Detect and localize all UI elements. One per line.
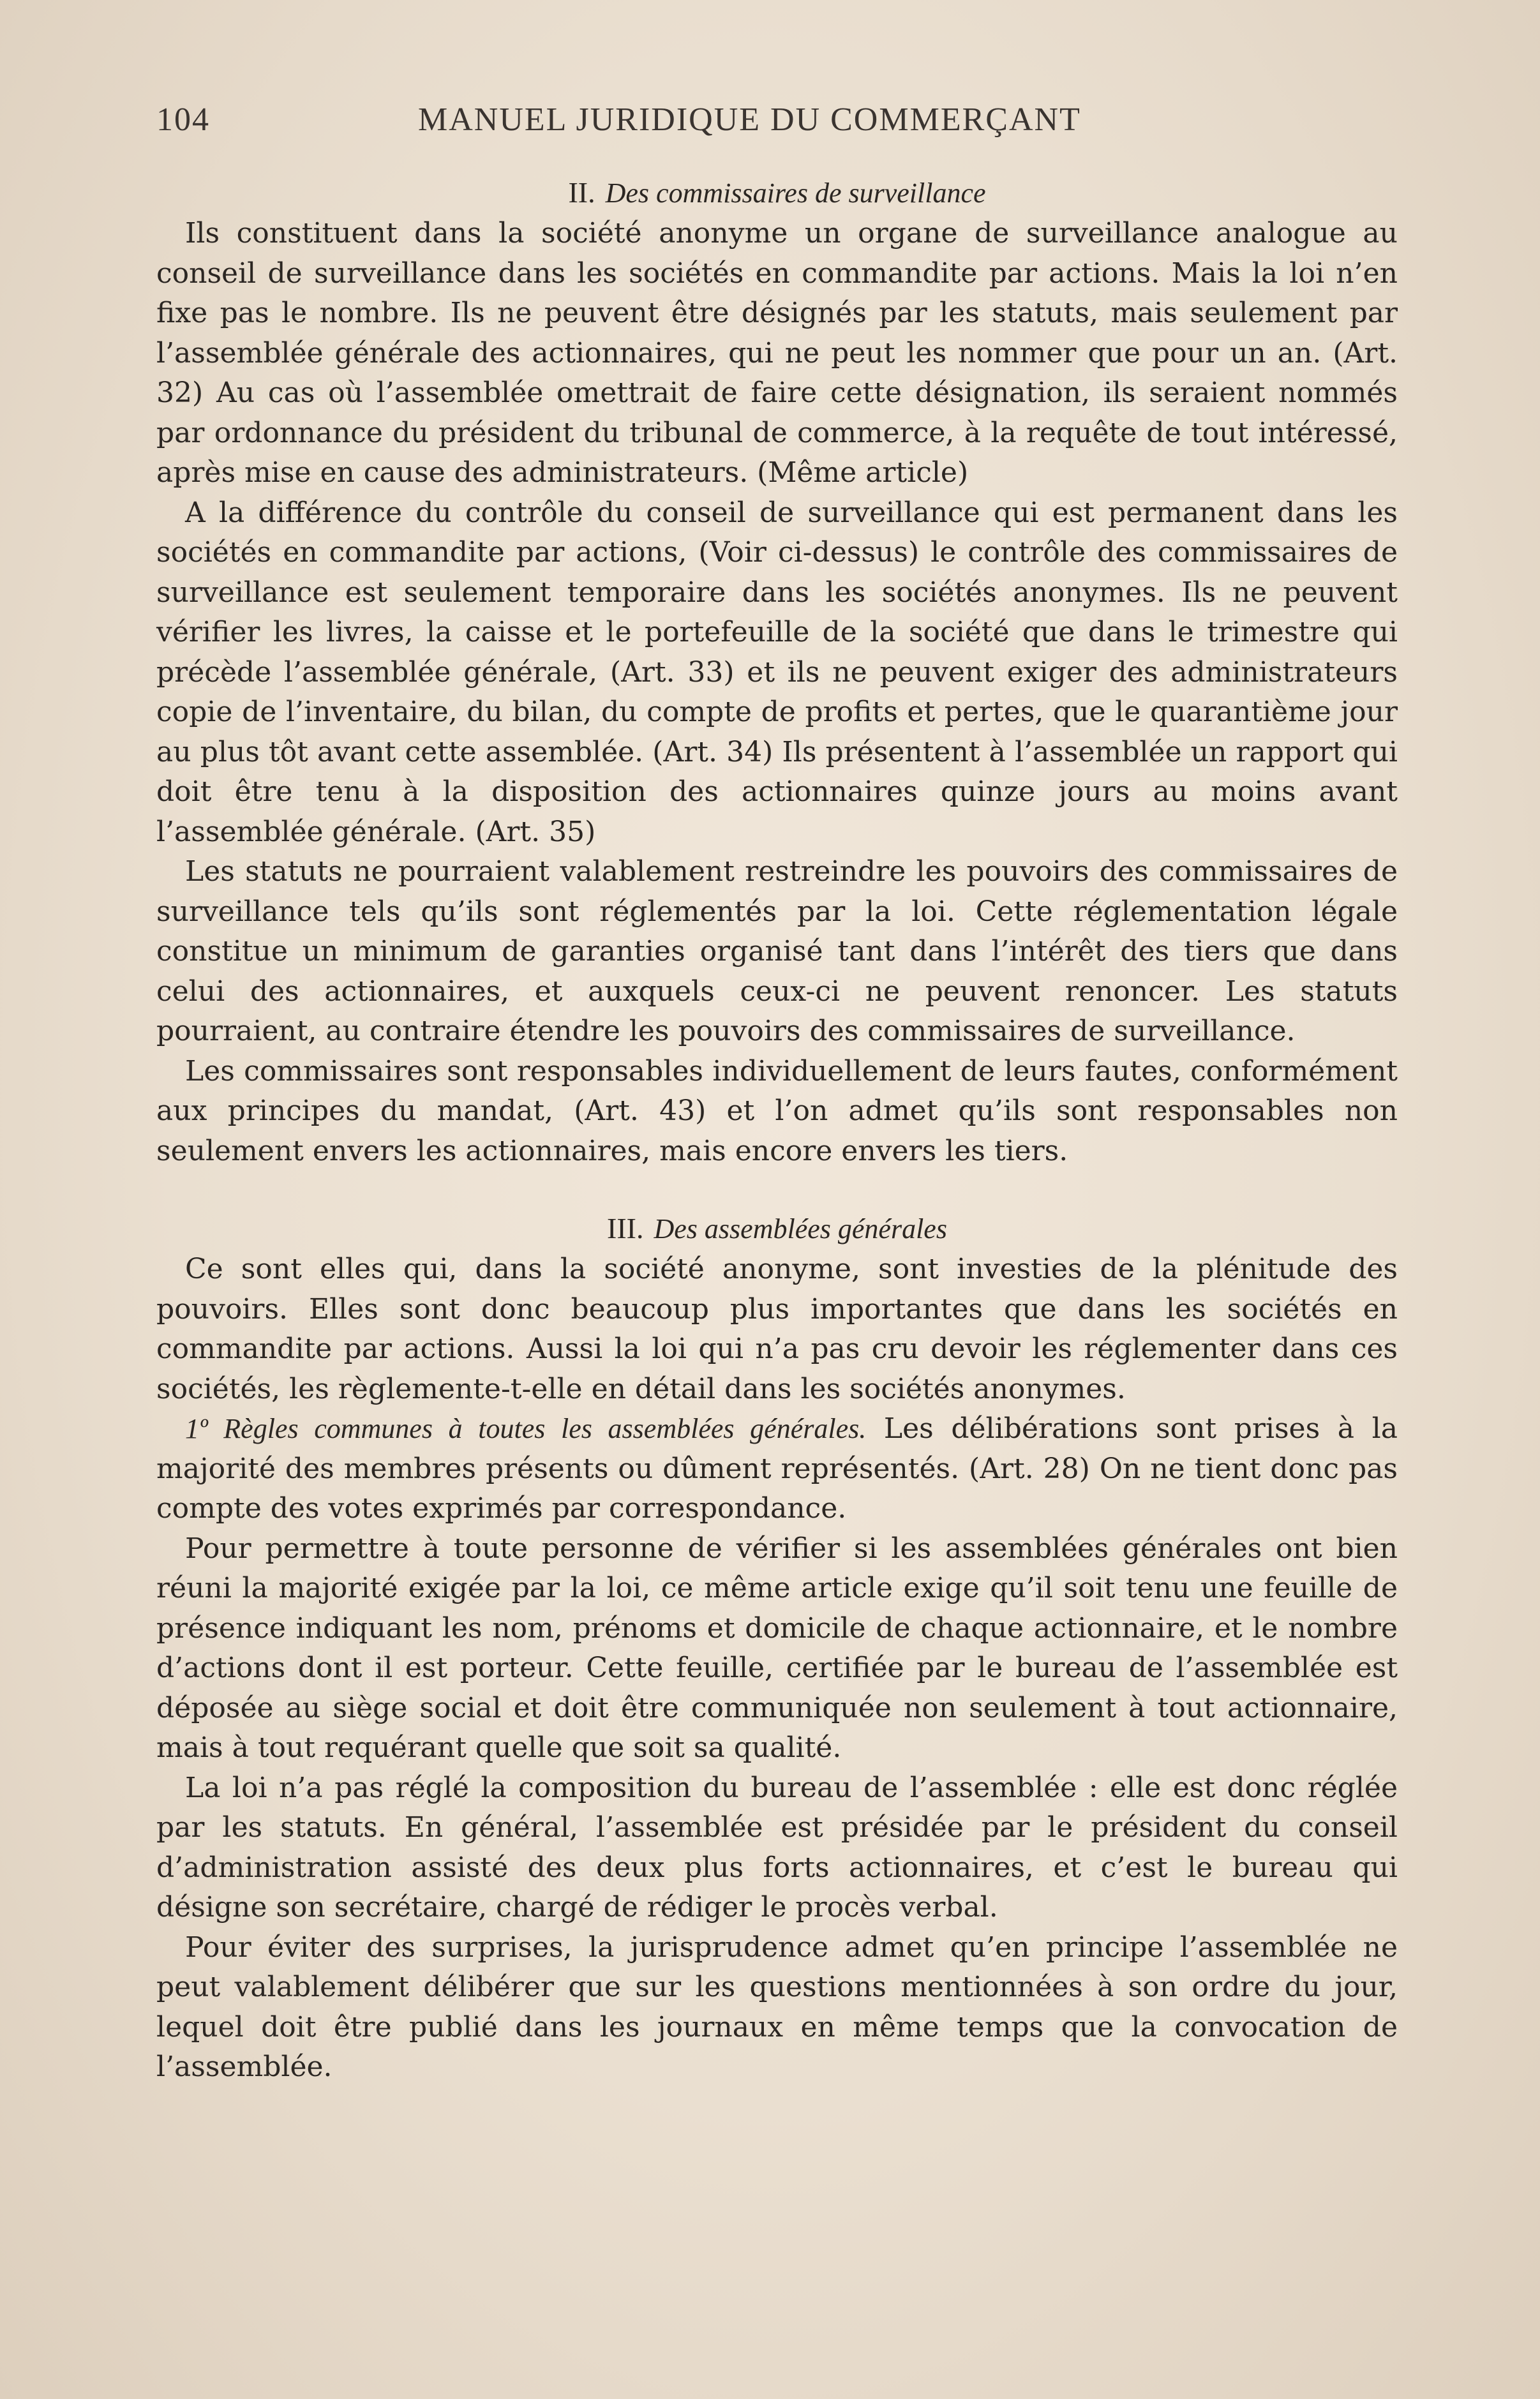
- book-page: [156, 96, 1398, 2088]
- paragraph: A la différence du contrôle du conseil de surveillance qui est permanent dans les sociétés en commandite par actions, (Voir ci-dessus) le contrôle des commissaires de surveillance est seulement temporaire dans les sociétés anonymes. Ils ne peuvent vérifier les livres, la caisse et le portefeuille de la société que dans le trimestre qui précède l’assemblée générale, (Art. 33) et ils ne peuvent exiger des administrateurs copie de l’inventaire, du bilan, du compte de profits et pertes, que le quarantième jour au plus tôt avant cette assemblée. (Art. 34) Ils présentent à l’assemblée un rapport qui doit être tenu à la disposition des actionnaires quinze jours au moins avant l’assemblée générale. (Art. 35): [156, 496, 1398, 848]
- section-number: II.: [568, 176, 595, 209]
- section-title: Des assemblées générales: [654, 1213, 947, 1244]
- page-header: [156, 96, 1398, 147]
- paragraph: Ils constituent dans la société anonyme un organe de surveillance analogue au conseil de surveillance dans les sociétés en commandite par actions. Mais la loi n’en fixe pas le nombre. Ils ne peuvent être désignés par les statuts, mais seulement par l’assemblée générale des actionnaires, qui ne peut les nommer que pour un an. (Art. 32) Au cas où l’assemblée omettrait de faire cette désignation, ils seraient nommés par ordonnance du président du tribunal de commerce, à la requête de tout intéressé, après mise en cause des administrateurs. (Même article): [156, 217, 1398, 489]
- page-number: 104: [156, 101, 210, 138]
- paragraph: Les commissaires sont responsables individuellement de leurs fautes, conformément aux principes du mandat, (Art. 43) et l’on admet qu’ils sont responsables non seulement envers les actionnaires, mais encore envers les tiers.: [156, 1054, 1398, 1167]
- rule-1-text: Les délibérations sont prises à la majorité des membres présents ou dûment représentés. (Art. 28) On ne tient donc pas compte des votes exprimés par correspondance.: [156, 1412, 1398, 1525]
- section-number: III.: [607, 1212, 644, 1244]
- section-heading-assemblees: [156, 1208, 1398, 1250]
- paragraph: Ce sont elles qui, dans la société anonyme, sont investies de la plénitude des pouvoirs. Elles sont donc beaucoup plus importantes que dans les sociétés en commandite par actions. Aussi la loi qui n’a pas cru devoir les réglementer dans ces sociétés, les règlemente-t-elle en détail dans les sociétés anonymes.: [156, 1253, 1398, 1405]
- running-title: MANUEL JURIDIQUE DU COMMERÇANT: [418, 101, 1081, 138]
- run-in-heading: 1º Règles communes à toutes les assemblées générales.: [185, 1413, 867, 1444]
- section-title: Des commissaires de surveillance: [605, 177, 986, 209]
- paragraph: Pour éviter des surprises, la jurisprudence admet qu’en principe l’assemblée ne peut valablement délibérer que sur les questions mentionnées à son ordre du jour, lequel doit être publié dans les journaux en même temps que la convocation de l’assemblée.: [156, 1931, 1398, 2083]
- paragraph: Pour permettre à toute personne de vérifier si les assemblées générales ont bien réuni la majorité exigée par la loi, ce même article exige qu’il soit tenu une feuille de présence indiquant les nom, prénoms et domicile de chaque actionnaire, et le nombre d’actions dont il est porteur. Cette feuille, certifiée par le bureau de l’assemblée est déposée au siège social et doit être communiquée non seulement à tout actionnaire, mais à tout requérant quelle que soit sa qualité.: [156, 1532, 1398, 1764]
- section-spacer: [156, 1171, 1398, 1206]
- paragraph: La loi n’a pas réglé la composition du bureau de l’assemblée : elle est donc réglée par les statuts. En général, l’assemblée est présidée par le président du conseil d’administration assisté des deux plus forts actionnaires, et c’est le bureau qui désigne son secrétaire, chargé de rédiger le procès verbal.: [156, 1771, 1398, 1924]
- paragraph-rule-1: [156, 1409, 1398, 1529]
- paragraph: Les statuts ne pourraient valablement restreindre les pouvoirs des commissaires de surveillance tels qu’ils sont réglementés par la loi. Cette réglementation légale constitue un minimum de garanties organisé tant dans l’intérêt des tiers que dans celui des actionnaires, et auxquels ceux-ci ne peuvent renoncer. Les statuts pourraient, au contraire étendre les pouvoirs des commissaires de surveillance.: [156, 855, 1398, 1047]
- page-body: [156, 172, 1398, 2088]
- section-heading-commissaires: [156, 172, 1398, 214]
